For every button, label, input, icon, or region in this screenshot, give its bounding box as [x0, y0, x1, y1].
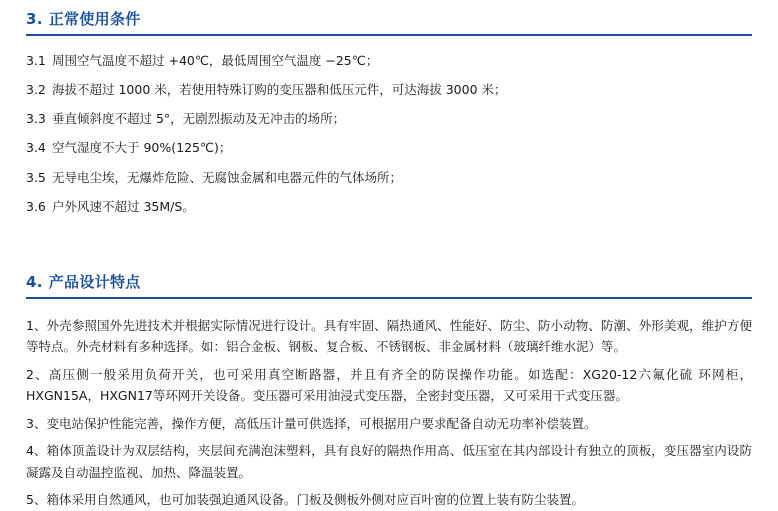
conditions-list — [26, 52, 752, 216]
section-number: 3. — [26, 10, 43, 28]
list-item — [26, 139, 752, 157]
feature-paragraph: 2、高压侧一般采用负荷开关，也可采用真空断路器，并且有齐全的防误操作功能。如选配：XG20-12六氟化硫 环网柜，HXGN15A，HXGN17等环网开关设备。变压器可采用油浸式变压器，全密封变压器，又可采用干式变压器。 — [26, 366, 753, 404]
list-item-text: 垂直倾斜度不超过 5°，无剧烈振动及无冲击的场所； — [52, 111, 346, 127]
section-title: 产品设计特点 — [48, 272, 141, 291]
list-item-index: 3.3 — [26, 111, 46, 127]
list-item — [26, 81, 752, 99]
list-item — [26, 110, 752, 128]
feature-paragraph: 4、箱体顶盖设计为双层结构，夹层间充满泡沫塑料，具有良好的隔热作用高、低压室在其内部设计有独立的顶板，变压器室内设防凝露及自动温控监视、加热、降温装置。 — [26, 443, 752, 480]
section-spacer — [26, 227, 752, 271]
list-item-text: 海拔不超过 1000 米，若使用特殊订购的变压器和低压元件，可达海拔 3000 米； — [52, 82, 507, 98]
feature-paragraph: 5、箱体采用自然通风，也可加装强迫通风设备。门板及侧板外侧对应百叶窗的位置上装有防尘装置。 — [26, 492, 584, 508]
section-number: 4. — [26, 272, 43, 291]
features-list — [26, 315, 752, 511]
list-item — [26, 169, 752, 187]
section-title: 正常使用条件 — [48, 10, 141, 28]
list-item-text: 户外风速不超过 35M/S。 — [52, 198, 195, 214]
list-item-text: 周围空气温度不超过 +40℃，最低周围空气温度 −25℃； — [52, 53, 379, 68]
section-heading-normal-usage-conditions — [26, 8, 752, 36]
list-item — [26, 52, 752, 70]
feature-paragraph: 3、变电站保护性能完善，操作方便，高低压计量可供选择，可根据用户要求配备自动无功率补偿装置。 — [26, 415, 597, 431]
list-item — [26, 198, 752, 216]
feature-paragraph: 1、外壳参照国外先进技术并根据实际情况进行设计。具有牢固、隔热通风、性能好、防尘、防小动物、防潮、外形美观，维护方便等特点。外壳材料有多种选择。如：铝合金板、钢板、复合板、不锈钢板、非金属材料（玻璃纤维水泥）等。 — [26, 317, 752, 355]
section-heading-product-design-features — [26, 271, 752, 299]
list-item-index: 3.1 — [26, 53, 46, 68]
list-item-text: 空气湿度不大于 90%(125℃)； — [52, 140, 232, 156]
list-item-index: 3.2 — [26, 82, 46, 98]
list-item-index: 3.5 — [26, 169, 46, 185]
list-item-index: 3.4 — [26, 140, 46, 156]
document-page — [0, 8, 778, 508]
list-item-index: 3.6 — [26, 198, 46, 214]
list-item-text: 无导电尘埃，无爆炸危险、无腐蚀金属和电器元件的气体场所； — [52, 169, 403, 185]
